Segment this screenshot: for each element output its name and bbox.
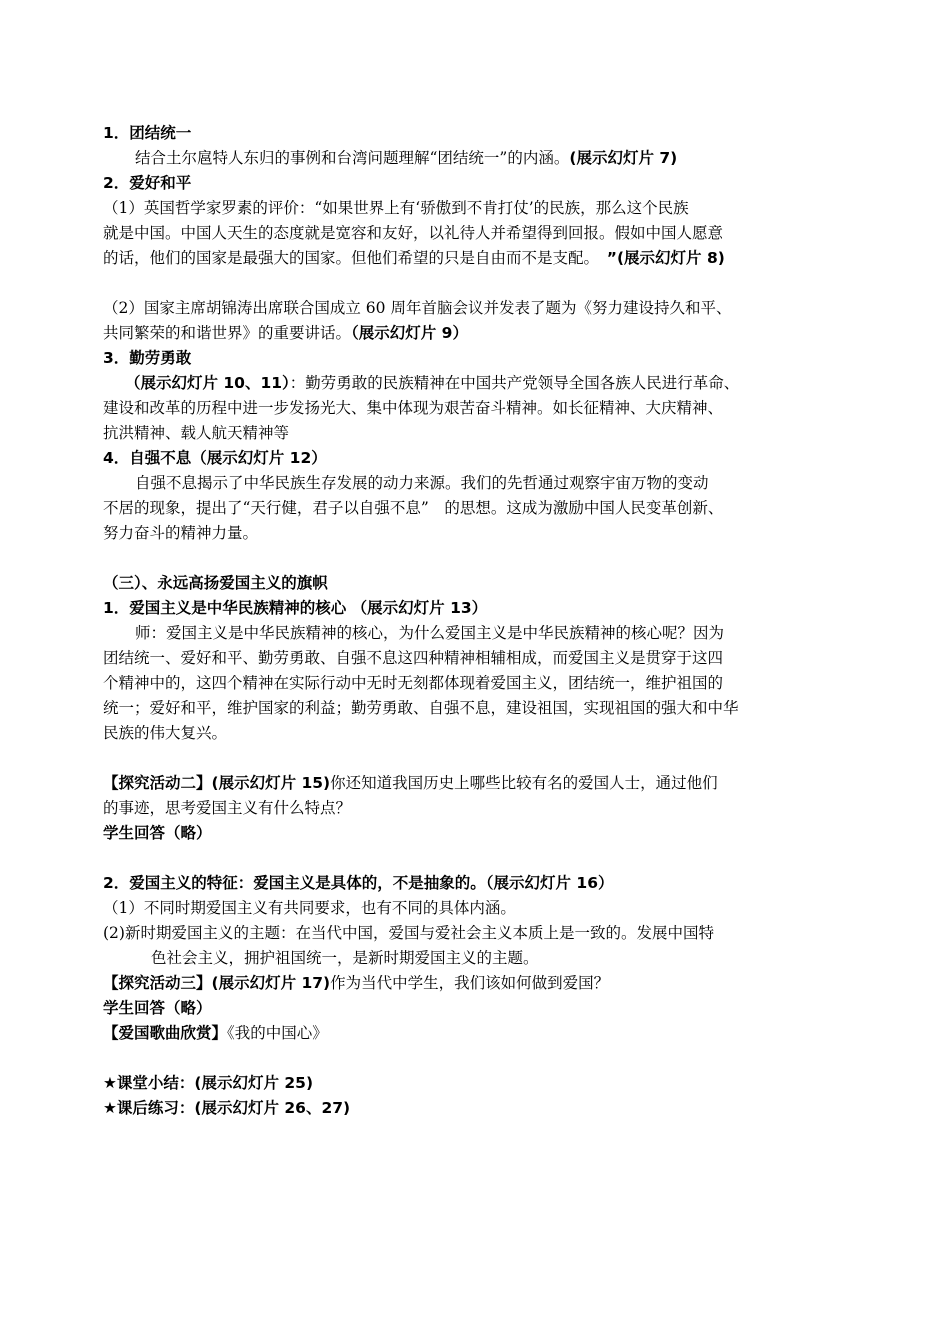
heading-peace: 2．爱好和平 xyxy=(103,174,192,192)
paragraph-hu-line2: 共同繁荣的和谐世界》的重要讲话。（展示幻灯片 9） xyxy=(103,324,468,342)
song-appreciation: 【爱国歌曲欣赏】《我的中国心》 xyxy=(103,1024,328,1042)
paragraph-feature-1: （1）不同时期爱国主义有共同要求，也有不同的具体内涵。 xyxy=(103,899,516,917)
paragraph-diligence-line1: （展示幻灯片 10、11）：勤劳勇敢的民族精神在中国共产党领导全国各族人民进行革命、 xyxy=(125,374,740,392)
paragraph-feature-2-line1: (2)新时期爱国主义的主题：在当代中国，爱国与爱社会主义本质上是一致的。发展中国特 xyxy=(103,924,714,942)
paragraph-teacher-line1: 师：爱国主义是中华民族精神的核心，为什么爱国主义是中华民族精神的核心呢？因为 xyxy=(135,624,725,642)
student-answer-2: 学生回答（略） xyxy=(103,999,212,1017)
paragraph-self-strength-line1: 自强不息揭示了中华民族生存发展的动力来源。我们的先哲通过观察宇宙万物的变动 xyxy=(135,474,709,492)
paragraph-diligence-line2: 建设和改革的历程中进一步发扬光大、集中体现为艰苦奋斗精神。如长征精神、大庆精神、 xyxy=(103,399,724,417)
paragraph-teacher-line5: 民族的伟大复兴。 xyxy=(103,724,228,742)
paragraph-diligence-line3: 抗洪精神、载人航天精神等 xyxy=(103,424,290,442)
paragraph-self-strength-line2: 不居的现象，提出了“天行健，君子以自强不息” 的思想。这成为激励中国人民变革创新、 xyxy=(103,499,724,517)
paragraph-self-strength-line3: 努力奋斗的精神力量。 xyxy=(103,524,259,542)
paragraph-russell-line3: 的话，他们的国家是最强大的国家。但他们希望的只是自由而不是支配。 ”(展示幻灯片 8) xyxy=(103,249,725,267)
heading-unity: 1．团结统一 xyxy=(103,124,192,142)
heading-patriotism-core: 1．爱国主义是中华民族精神的核心 （展示幻灯片 13） xyxy=(103,599,488,617)
section-title-patriotism: （三）、永远高扬爱国主义的旗帜 xyxy=(103,574,328,592)
paragraph-unity: 结合土尔扈特人东归的事例和台湾问题理解“团结统一”的内涵。(展示幻灯片 7) xyxy=(135,149,678,167)
paragraph-hu-line1: （2）国家主席胡锦涛出席联合国成立 60 周年首脑会议并发表了题为《努力建设持久和平、 xyxy=(103,299,732,317)
paragraph-teacher-line4: 统一；爱好和平，维护国家的利益；勤劳勇敢、自强不息，建设祖国，实现祖国的强大和中华 xyxy=(103,699,739,717)
paragraph-teacher-line2: 团结统一、爱好和平、勤劳勇敢、自强不息这四种精神相辅相成，而爱国主义是贯穿于这四 xyxy=(103,649,724,667)
paragraph-feature-2-line2: 色社会主义，拥护祖国统一，是新时期爱国主义的主题。 xyxy=(151,949,539,967)
activity-two-line2: 的事迹，思考爱国主义有什么特点？ xyxy=(103,799,352,817)
heading-diligence: 3．勤劳勇敢 xyxy=(103,349,192,367)
paragraph-teacher-line3: 个精神中的，这四个精神在实际行动中无时无刻都体现着爱国主义，团结统一，维护祖国的 xyxy=(103,674,724,692)
after-class-practice: ★课后练习：(展示幻灯片 26、27) xyxy=(103,1099,351,1117)
paragraph-russell-line1: （1）英国哲学家罗素的评价：“如果世界上有‘骄傲到不肯打仗’的民族，那么这个民族 xyxy=(103,199,689,217)
document-page xyxy=(103,121,851,1121)
activity-three: 【探究活动三】(展示幻灯片 17)作为当代中学生，我们该如何做到爱国？ xyxy=(103,974,610,992)
paragraph-russell-line2: 就是中国。中国人天生的态度就是宽容和友好，以礼待人并希望得到回报。假如中国人愿意 xyxy=(103,224,724,242)
class-summary: ★课堂小结：(展示幻灯片 25) xyxy=(103,1074,314,1092)
heading-self-strength: 4．自强不息（展示幻灯片 12） xyxy=(103,449,327,467)
heading-patriotism-features: 2．爱国主义的特征：爱国主义是具体的，不是抽象的。（展示幻灯片 16） xyxy=(103,874,614,892)
activity-two-line1: 【探究活动二】(展示幻灯片 15)你还知道我国历史上哪些比较有名的爱国人士，通过他们 xyxy=(103,774,718,792)
student-answer-1: 学生回答（略） xyxy=(103,824,212,842)
